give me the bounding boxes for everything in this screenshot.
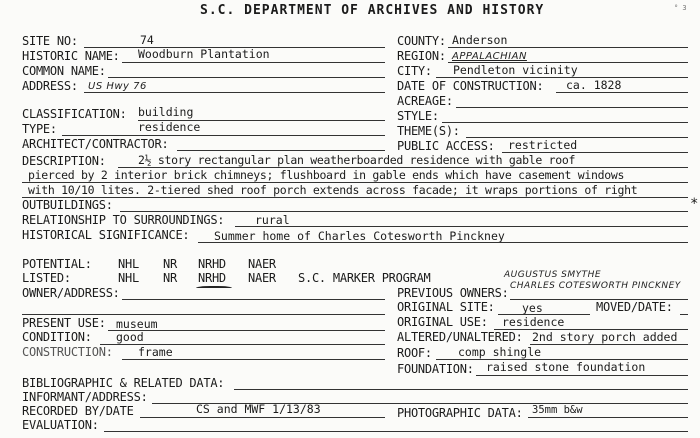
common-name-label: COMMON NAME: bbox=[22, 64, 106, 78]
public-access-value: restricted bbox=[508, 138, 578, 152]
construction-label: CONSTRUCTION: bbox=[22, 345, 113, 359]
recorded-by-line bbox=[140, 417, 385, 418]
address-line bbox=[84, 92, 385, 93]
condition-label: CONDITION: bbox=[22, 330, 92, 344]
recorded-by-label: RECORDED BY/DATE bbox=[22, 404, 134, 418]
evaluation-line bbox=[104, 431, 688, 432]
potential-nrhd: NRHD bbox=[198, 257, 226, 271]
county-line bbox=[448, 47, 688, 48]
description-label: DESCRIPTION: bbox=[22, 154, 106, 168]
region-label: REGION: bbox=[397, 49, 446, 63]
photographic-data-label: PHOTOGRAPHIC DATA: bbox=[397, 406, 523, 420]
potential-nhl: NHL bbox=[118, 257, 139, 271]
relationship-value: rural bbox=[255, 213, 290, 227]
previous-owners-line-2: CHARLES COTESWORTH PINCKNEY bbox=[510, 281, 681, 291]
city-line bbox=[436, 77, 688, 78]
photographic-data-line bbox=[528, 417, 688, 418]
architect-line bbox=[177, 150, 385, 151]
original-site-label: ORIGINAL SITE: bbox=[397, 300, 495, 314]
recorded-by-value: CS and MWF 1/13/83 bbox=[196, 402, 321, 416]
listed-nrhd-underline bbox=[196, 286, 232, 291]
description-asterisk: * bbox=[690, 196, 699, 212]
bibliographic-label: BIBLIOGRAPHIC & RELATED DATA: bbox=[22, 376, 225, 390]
listed-nr: NR bbox=[163, 271, 177, 285]
historical-significance-label: HISTORICAL SIGNIFICANCE: bbox=[22, 228, 190, 242]
architect-label: ARCHITECT/CONTRACTOR: bbox=[22, 137, 169, 151]
original-use-label: ORIGINAL USE: bbox=[397, 315, 488, 329]
altered-unaltered-line bbox=[530, 344, 688, 345]
county-value: Anderson bbox=[452, 33, 508, 47]
outbuildings-line bbox=[120, 211, 688, 212]
corner-mark: ° 3 bbox=[674, 4, 687, 12]
outbuildings-label: OUTBUILDINGS: bbox=[22, 198, 113, 212]
description-line-2: pierced by 2 interior brick chimneys; flushboard in gable ends which have casement windows bbox=[28, 168, 625, 182]
county-label: COUNTY: bbox=[397, 34, 446, 48]
type-line bbox=[62, 135, 385, 136]
date-construction-line bbox=[556, 92, 688, 93]
informant-label: INFORMANT/ADDRESS: bbox=[22, 390, 148, 404]
condition-value: good bbox=[116, 330, 144, 344]
previous-owners-line-1: AUGUSTUS SMYTHE bbox=[504, 270, 602, 280]
type-value: residence bbox=[138, 120, 201, 134]
public-access-label: PUBLIC ACCESS: bbox=[397, 139, 495, 153]
date-construction-value: ca. 1828 bbox=[566, 78, 622, 92]
altered-unaltered-label: ALTERED/UNALTERED: bbox=[397, 330, 523, 344]
foundation-label: FOUNDATION: bbox=[397, 362, 474, 376]
roof-value: comp shingle bbox=[458, 345, 542, 359]
classification-value: building bbox=[138, 105, 194, 119]
style-line bbox=[442, 122, 688, 123]
foundation-line bbox=[476, 375, 688, 376]
common-name-line bbox=[108, 77, 385, 78]
form-title: S.C. DEPARTMENT OF ARCHIVES AND HISTORY bbox=[200, 3, 545, 18]
description-line-3: with 10/10 lites. 2-tiered shed roof porch extends across facade; it wraps portions of right bbox=[28, 183, 638, 197]
listed-nhl: NHL bbox=[118, 271, 139, 285]
historical-significance-value: Summer home of Charles Cotesworth Pinckney bbox=[214, 229, 505, 243]
construction-line bbox=[122, 359, 385, 360]
original-site-value: yes bbox=[522, 301, 543, 315]
description-line-1: 2½ story rectangular plan weatherboarded residence with gable roof bbox=[138, 153, 576, 167]
themes-label: THEME(S): bbox=[397, 124, 460, 138]
acreage-line bbox=[456, 107, 688, 108]
potential-nr: NR bbox=[163, 257, 177, 271]
site-no-label: SITE NO: bbox=[22, 34, 78, 48]
style-label: STYLE: bbox=[397, 109, 439, 123]
previous-owners-label: PREVIOUS OWNERS: bbox=[397, 286, 509, 300]
foundation-value: raised stone foundation bbox=[486, 360, 646, 374]
potential-label: POTENTIAL: bbox=[22, 257, 92, 271]
altered-unaltered-value: 2nd story porch added bbox=[532, 330, 678, 344]
roof-label: ROOF: bbox=[397, 346, 432, 360]
original-use-value: residence bbox=[502, 315, 565, 329]
present-use-value: museum bbox=[116, 317, 158, 331]
moved-date-label: MOVED/DATE: bbox=[596, 300, 673, 314]
owner-address-label: OWNER/ADDRESS: bbox=[22, 286, 120, 300]
historical-significance-line bbox=[198, 242, 688, 243]
historic-name-value: Woodburn Plantation bbox=[138, 47, 270, 61]
listed-nrhd: NRHD bbox=[198, 271, 226, 285]
marker-program-label: S.C. MARKER PROGRAM bbox=[298, 271, 431, 285]
relationship-line bbox=[235, 226, 688, 227]
construction-value: frame bbox=[138, 345, 173, 359]
description-rule-3 bbox=[22, 197, 688, 198]
themes-line bbox=[466, 137, 688, 138]
site-no-value: 74 bbox=[140, 33, 154, 47]
owner-address-line bbox=[122, 299, 385, 300]
city-value: Pendleton vicinity bbox=[453, 63, 578, 77]
present-use-label: PRESENT USE: bbox=[22, 316, 106, 330]
historic-name-label: HISTORIC NAME: bbox=[22, 49, 120, 63]
address-label: ADDRESS: bbox=[22, 79, 78, 93]
city-label: CITY: bbox=[397, 64, 432, 78]
listed-label: LISTED: bbox=[22, 271, 71, 285]
type-label: TYPE: bbox=[22, 122, 57, 136]
region-value: APPALACHIAN bbox=[452, 51, 527, 62]
address-value: US Hwy 76 bbox=[88, 81, 147, 92]
moved-date-line bbox=[680, 314, 688, 315]
bibliographic-line bbox=[234, 389, 688, 390]
classification-label: CLASSIFICATION: bbox=[22, 107, 127, 121]
owner-address-line-2 bbox=[22, 314, 385, 315]
evaluation-label: EVALUATION: bbox=[22, 418, 99, 432]
acreage-label: ACREAGE: bbox=[397, 94, 453, 108]
date-construction-label: DATE OF CONSTRUCTION: bbox=[397, 79, 544, 93]
listed-naer: NAER bbox=[248, 271, 276, 285]
historic-name-line bbox=[122, 62, 385, 63]
relationship-label: RELATIONSHIP TO SURROUNDINGS: bbox=[22, 213, 225, 227]
potential-naer: NAER bbox=[248, 257, 276, 271]
present-use-line bbox=[108, 330, 385, 331]
photographic-data-value: 35mm b&w bbox=[532, 404, 583, 416]
